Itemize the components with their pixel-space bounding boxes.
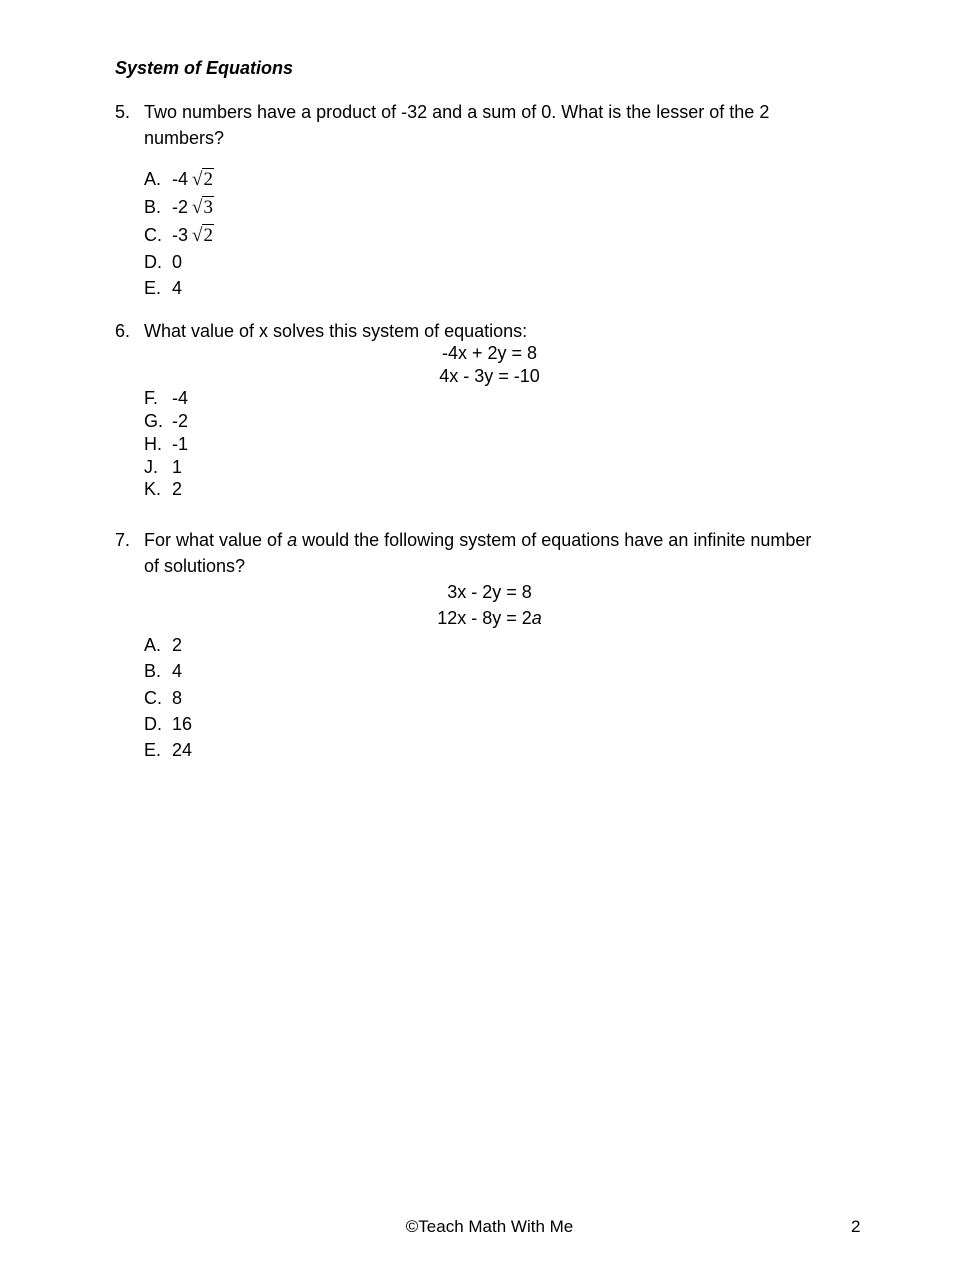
option-value: 0 xyxy=(172,252,183,272)
option-letter: G. xyxy=(144,411,164,431)
question-text-line-2: of solutions? xyxy=(144,556,246,576)
option-value: 4 xyxy=(172,661,183,681)
equation: -4x + 2y = 8 xyxy=(441,343,538,363)
answer-option xyxy=(144,410,188,432)
option-letter: D. xyxy=(144,252,162,272)
option-letter: C. xyxy=(144,225,162,245)
answer-option xyxy=(144,387,188,409)
answer-option xyxy=(144,658,182,684)
answer-option xyxy=(144,478,182,500)
question-number: 6. xyxy=(115,321,131,341)
answer-option xyxy=(144,456,182,478)
radicand: 3 xyxy=(203,197,213,218)
radicand: 2 xyxy=(203,169,213,190)
answer-option xyxy=(144,632,182,658)
radicand: 2 xyxy=(203,225,213,246)
answer-option xyxy=(144,276,182,300)
equation xyxy=(0,605,979,631)
option-value: -4 xyxy=(172,388,189,408)
option-value: 2 xyxy=(172,479,183,499)
option-coefficient: -4 xyxy=(172,169,189,189)
option-value: 1 xyxy=(172,457,183,477)
question-number: 7. xyxy=(115,530,131,550)
square-root: √3 xyxy=(192,197,213,218)
option-value: -2 xyxy=(172,411,189,431)
option-value: 2 xyxy=(172,635,183,655)
variable-a: a xyxy=(287,530,298,550)
option-letter: K. xyxy=(144,479,162,499)
option-value: 16 xyxy=(172,714,193,734)
answer-option xyxy=(144,195,214,219)
option-letter: D. xyxy=(144,714,162,734)
option-letter: A. xyxy=(144,635,162,655)
question-text-part: For what value of xyxy=(144,530,288,550)
answer-option xyxy=(144,250,182,274)
option-coefficient: -3 xyxy=(172,225,189,245)
square-root: √2 xyxy=(192,225,213,246)
answer-option xyxy=(144,433,188,455)
option-value: 24 xyxy=(172,740,193,760)
option-letter: E. xyxy=(144,740,162,760)
option-letter: A. xyxy=(144,169,162,189)
section-title: System of Equations xyxy=(115,58,294,78)
answer-option xyxy=(144,737,192,763)
option-letter: J. xyxy=(144,457,159,477)
footer-copyright: ©Teach Math With Me xyxy=(405,1217,574,1236)
option-value: 8 xyxy=(172,688,183,708)
option-letter: H. xyxy=(144,434,162,454)
question-text-part: would the following system of equations have an infinite number xyxy=(297,530,812,550)
option-letter: B. xyxy=(144,661,162,681)
option-letter: F. xyxy=(144,388,159,408)
option-value: -1 xyxy=(172,434,189,454)
question-number: 5. xyxy=(115,102,131,122)
square-root: √2 xyxy=(192,169,213,190)
answer-option xyxy=(144,711,192,737)
question-text-line-1 xyxy=(144,527,811,553)
answer-option xyxy=(144,223,214,247)
option-value: 4 xyxy=(172,278,183,298)
question-text-line-2: numbers? xyxy=(144,128,225,148)
option-letter: C. xyxy=(144,688,162,708)
question-text: What value of x solves this system of equations: xyxy=(144,321,528,341)
answer-option xyxy=(144,685,182,711)
equation-text: 12x - 8y = 2 xyxy=(437,608,532,628)
equation: 4x - 3y = -10 xyxy=(439,366,540,386)
answer-option xyxy=(144,167,214,191)
question-text-line-1: Two numbers have a product of -32 and a sum of 0. What is the lesser of the 2 xyxy=(144,102,770,122)
variable-a: a xyxy=(531,608,542,628)
equation: 3x - 2y = 8 xyxy=(447,582,532,602)
page-number: 2 xyxy=(851,1217,861,1236)
option-letter: B. xyxy=(144,197,162,217)
option-letter: E. xyxy=(144,278,162,298)
option-coefficient: -2 xyxy=(172,197,189,217)
